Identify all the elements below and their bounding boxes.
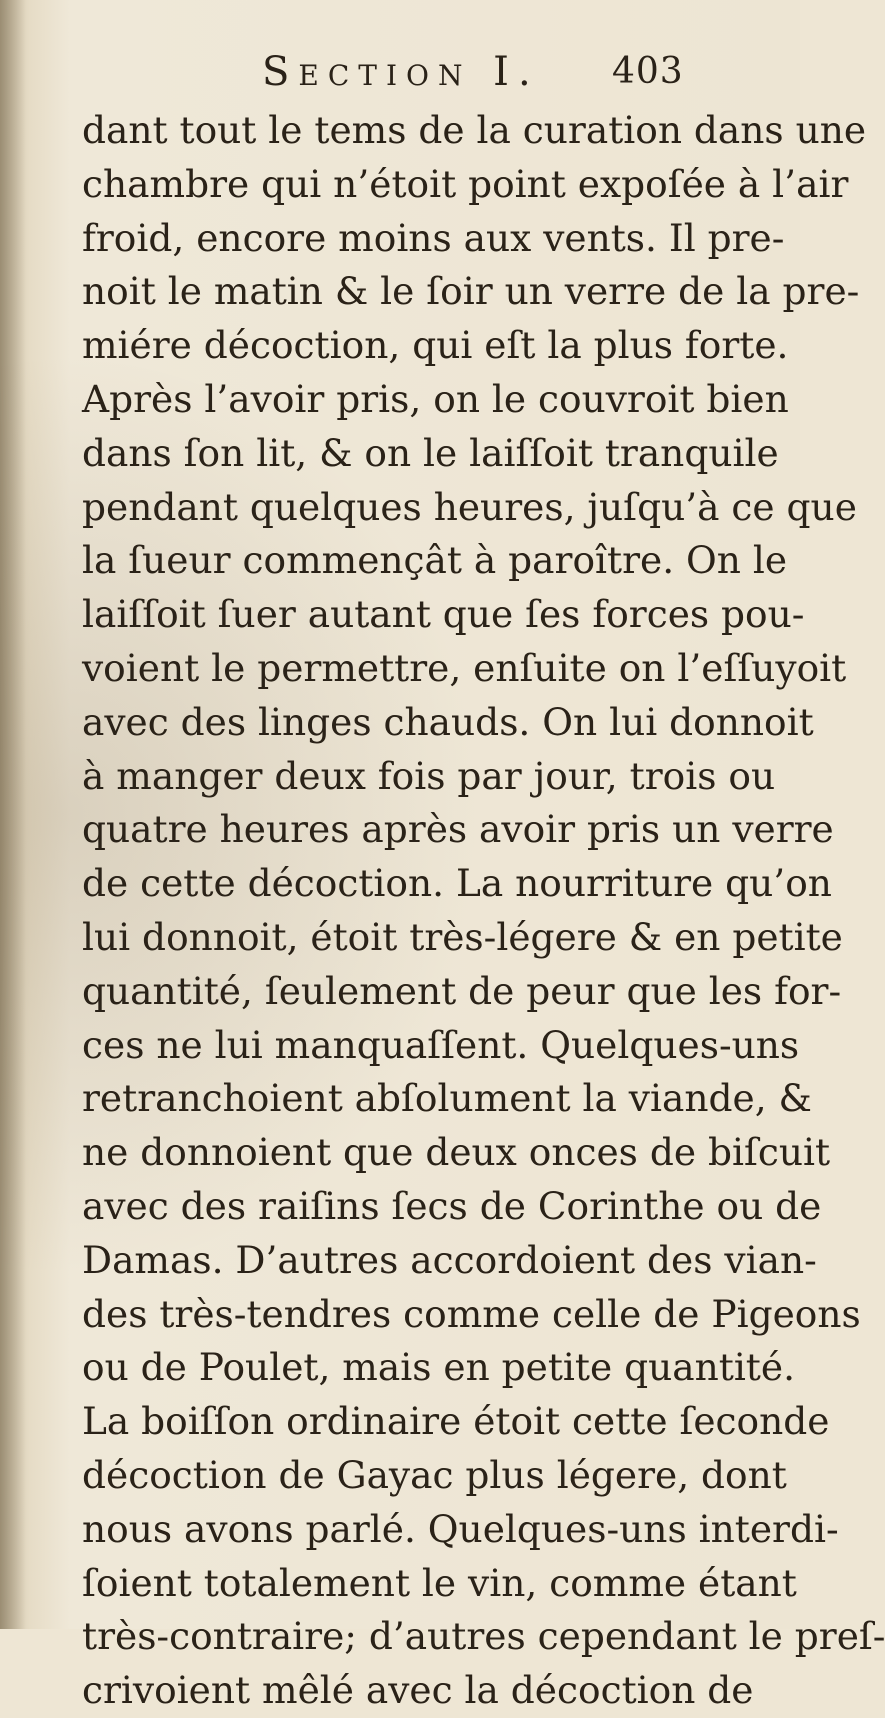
- text-line: quatre heures après avoir pris un verre: [82, 807, 834, 852]
- section-title: Section I.: [262, 49, 540, 95]
- text-line: La boiſſon ordinaire étoit cette ſeconde: [82, 1399, 830, 1444]
- text-line: noit le matin & le ſoir un verre de la pre-: [82, 269, 860, 314]
- text-line: la ſueur commençât à paroître. On le: [82, 538, 788, 583]
- text-line: retranchoient abſolument la viande, &: [82, 1076, 812, 1121]
- text-line: Après l’avoir pris, on le couvroit bien: [82, 376, 789, 421]
- text-line: très-contraire; d’autres cependant le preſ-: [82, 1614, 885, 1659]
- text-line: crivoient mêlé avec la décoction de: [82, 1668, 754, 1713]
- page-number: 403: [612, 51, 684, 92]
- text-line: ſoient totalement le vin, comme étant: [82, 1560, 797, 1605]
- text-line: ou de Poulet, mais en petite quantité.: [82, 1345, 795, 1390]
- text-line: lui donnoit, étoit très-légere & en petite: [82, 914, 843, 959]
- page-gutter-shadow: [0, 0, 26, 1629]
- text-line: avec des raiſins ſecs de Corinthe ou de: [82, 1183, 822, 1228]
- text-line: nous avons parlé. Quelques-uns interdi-: [82, 1506, 839, 1551]
- text-line: voient le permettre, enſuite on l’eſſuyoit: [82, 645, 847, 690]
- text-line: miére décoction, qui eſt la plus forte.: [82, 323, 789, 368]
- text-line: ne donnoient que deux onces de biſcuit: [82, 1130, 831, 1175]
- text-line: Damas. D’autres accordoient des vian-: [82, 1237, 817, 1282]
- text-line: quantité, ſeulement de peur que les for-: [82, 968, 842, 1013]
- running-head: [0, 44, 800, 100]
- text-line: dant tout le tems de la curation dans une: [82, 108, 867, 152]
- text-line: des très-tendres comme celle de Pigeons: [82, 1291, 861, 1336]
- text-line: de cette décoction. La nourriture qu’on: [82, 861, 832, 906]
- text-line: dans ſon lit, & on le laiſſoit tranquile: [82, 430, 779, 475]
- text-line: chambre qui n’étoit point expoſée à l’air: [82, 161, 849, 206]
- text-line: décoction de Gayac plus légere, dont: [82, 1452, 787, 1497]
- text-line: laiſſoit ſuer autant que ſes forces pou-: [82, 592, 805, 637]
- text-line: froid, encore moins aux vents. Il pre-: [82, 215, 785, 260]
- text-line: ces ne lui manquaſſent. Quelques-uns: [82, 1022, 800, 1067]
- text-line: pendant quelques heures, juſqu’à ce que: [82, 484, 857, 529]
- body-text: [82, 104, 885, 1718]
- text-line: avec des linges chauds. On lui donnoit: [82, 699, 814, 744]
- text-line: à manger deux fois par jour, trois ou: [82, 753, 776, 798]
